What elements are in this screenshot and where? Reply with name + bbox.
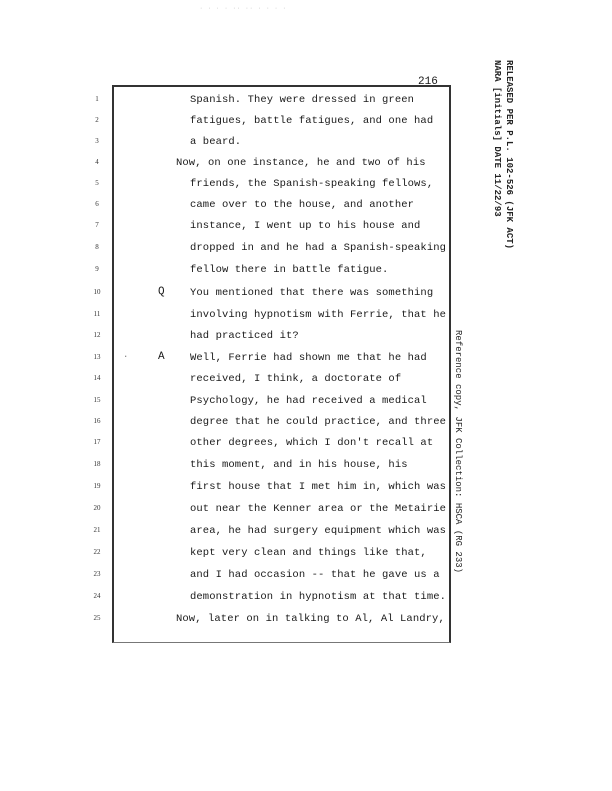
transcript-line: Spanish. They were dressed in green bbox=[190, 94, 415, 106]
transcript-line: instance, I went up to his house and bbox=[190, 220, 421, 232]
line-number: 2 bbox=[95, 116, 99, 124]
transcript-line: other degrees, which I don't recall at bbox=[190, 437, 434, 449]
line-number: 10 bbox=[93, 288, 101, 296]
line-number: 14 bbox=[93, 374, 101, 382]
transcript-line: area, he had surgery equipment which was bbox=[190, 525, 447, 537]
line-number: 20 bbox=[93, 504, 101, 512]
transcript-line: and I had occasion -- that he gave us a bbox=[190, 569, 440, 581]
transcript-line: received, I think, a doctorate of bbox=[190, 373, 402, 385]
line-number: 11 bbox=[93, 310, 101, 318]
transcript-line: a beard. bbox=[190, 136, 242, 148]
question-marker: Q bbox=[158, 286, 165, 298]
line-number: 23 bbox=[93, 570, 101, 578]
line-number: 17 bbox=[93, 438, 101, 446]
reference-copy-label: Reference copy, JFK Collection: HSCA (RG 233) bbox=[453, 330, 463, 574]
line-number: 5 bbox=[95, 179, 99, 187]
line-number: 19 bbox=[93, 482, 101, 490]
line-number: 4 bbox=[95, 158, 99, 166]
line-number: 9 bbox=[95, 265, 99, 273]
transcript-line: kept very clean and things like that, bbox=[190, 547, 427, 559]
line-number: 1 bbox=[95, 95, 99, 103]
release-stamp bbox=[492, 60, 542, 275]
transcript-line: degree that he could practice, and three bbox=[190, 416, 447, 428]
transcript-line: came over to the house, and another bbox=[190, 199, 415, 211]
line-number: 25 bbox=[93, 614, 101, 622]
page-number: 216 bbox=[418, 76, 438, 88]
transcript-line: demonstration in hypnotism at that time. bbox=[190, 591, 447, 603]
line-number: 16 bbox=[93, 417, 101, 425]
transcript-line: Psychology, he had received a medical bbox=[190, 395, 427, 407]
release-stamp-line-2: NARA [initials] DATE 11/22/93 bbox=[492, 60, 502, 217]
transcript-line: first house that I met him in, which was bbox=[190, 481, 447, 493]
line-number: 13 bbox=[93, 353, 101, 361]
line-number: 6 bbox=[95, 200, 99, 208]
line-number: 24 bbox=[93, 592, 101, 600]
transcript-line: fellow there in battle fatigue. bbox=[190, 264, 389, 276]
line-number: 21 bbox=[93, 526, 101, 534]
line-number: 18 bbox=[93, 460, 101, 468]
transcript-line: You mentioned that there was something bbox=[190, 287, 434, 299]
answer-marker: A bbox=[158, 351, 165, 363]
transcript-line: out near the Kenner area or the Metairie bbox=[190, 503, 447, 515]
release-stamp-line-1: RELEASED PER P.L. 102-526 (JFK ACT) bbox=[504, 60, 514, 250]
line-number: 15 bbox=[93, 396, 101, 404]
transcript-line: this moment, and in his house, his bbox=[190, 459, 408, 471]
line-number: 8 bbox=[95, 243, 99, 251]
line-number: 12 bbox=[93, 331, 101, 339]
transcript-line: dropped in and he had a Spanish-speaking bbox=[190, 242, 447, 254]
transcript-line: friends, the Spanish-speaking fellows, bbox=[190, 178, 434, 190]
transcript-line: had practiced it? bbox=[190, 330, 299, 342]
transcript-line: Well, Ferrie had shown me that he had bbox=[190, 352, 427, 364]
transcript-line: involving hypnotism with Ferrie, that he bbox=[190, 309, 447, 321]
line-number: 22 bbox=[93, 548, 101, 556]
margin-mark: · bbox=[123, 352, 129, 362]
line-number: 3 bbox=[95, 137, 99, 145]
transcript-line: fatigues, battle fatigues, and one had bbox=[190, 115, 434, 127]
transcript-line: Now, on one instance, he and two of his bbox=[176, 157, 426, 169]
line-number: 7 bbox=[95, 221, 99, 229]
transcript-line: Now, later on in talking to Al, Al Landry, bbox=[176, 613, 445, 625]
top-smudge: · · · · ·· ·· · · · · bbox=[200, 5, 288, 12]
